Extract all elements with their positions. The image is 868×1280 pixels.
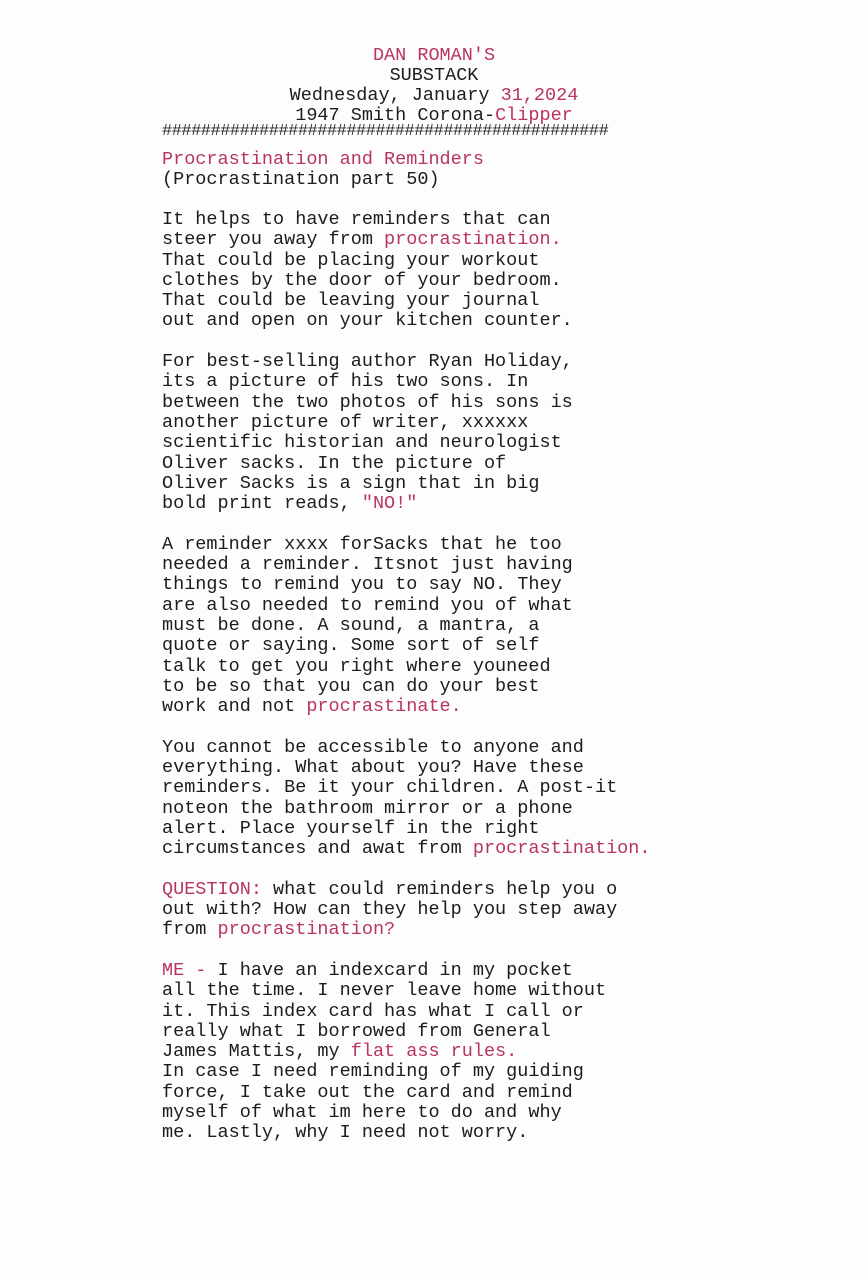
highlighted-text: QUESTION: [162, 878, 274, 900]
highlighted-text: ME - [162, 959, 218, 981]
text-line [162, 819, 722, 839]
body-text-segment: For best-selling author Ryan Holiday, [162, 351, 573, 373]
highlighted-text: flat ass rules. [350, 1041, 518, 1063]
body-text-segment: noteon the bathroom mirror or a phone [162, 797, 573, 819]
text-line [162, 778, 722, 798]
highlighted-text: procrastination. [472, 838, 651, 860]
hash-divider: ############################################## [162, 124, 609, 140]
text-line [162, 636, 722, 656]
text-line [162, 291, 722, 311]
machine-line [0, 106, 868, 126]
text-line [162, 1083, 722, 1103]
author-name: DAN ROMAN'S [372, 45, 496, 66]
body-text-segment: what could reminders help you o [273, 878, 618, 900]
text-line [162, 596, 722, 616]
body-text-segment: out and open on your kitchen counter. [162, 310, 573, 332]
highlighted-text: procrastination. [384, 229, 562, 251]
text-line [162, 1123, 722, 1143]
text-line [162, 697, 722, 717]
body-text-segment: James Mattis, my [162, 1041, 351, 1063]
text-line [162, 616, 722, 636]
body-text-segment: needed a reminder. Itsnot just having [162, 554, 573, 576]
body-text-segment: force, I take out the card and remind [162, 1081, 573, 1103]
text-line [162, 799, 722, 819]
body-text-segment: scientific historian and neurologist [162, 432, 562, 454]
body-text-segment: everything. What about you? Have these [162, 757, 584, 779]
body-text-segment: That could be leaving your journal [162, 290, 540, 312]
text-line [162, 961, 722, 981]
body-text-segment: all the time. I never leave home without [162, 980, 607, 1002]
body-text-segment: really what I borrowed from General [162, 1020, 551, 1042]
text-line [162, 251, 722, 271]
body-text-segment: it. This index card has what I call or [162, 1000, 584, 1022]
body-text-segment: out with? How can they help you step away [162, 899, 618, 921]
body-text-segment: steer you away from [162, 229, 385, 251]
text-line [162, 210, 722, 230]
text-line [162, 555, 722, 575]
body-text-segment: Oliver Sacks is a sign that in big [162, 472, 540, 494]
machine-model: Clipper [495, 105, 573, 126]
paragraph [162, 961, 722, 1144]
text-line [162, 880, 722, 900]
article-body [162, 210, 722, 1144]
date-year: 2024 [533, 85, 579, 106]
paragraph [162, 738, 722, 860]
highlighted-text: procrastination? [217, 919, 396, 941]
body-text-segment: me. Lastly, why I need not worry. [162, 1122, 529, 1144]
text-line [162, 311, 722, 331]
text-line [162, 758, 722, 778]
body-text-segment: alert. Place yourself in the right [162, 817, 540, 839]
article-subtitle: (Procrastination part 50) [162, 169, 440, 191]
text-line [162, 393, 722, 413]
highlighted-text: "NO!" [361, 493, 418, 515]
body-text-segment: Oliver sacks. In the picture of [162, 452, 507, 474]
text-line [162, 1042, 722, 1062]
text-line [162, 1022, 722, 1042]
text-line [162, 535, 722, 555]
body-text-segment: A reminder xxxx forSacks that he too [162, 533, 562, 555]
body-text-segment: I have an indexcard in my pocket [217, 959, 573, 981]
body-text-segment: its a picture of his two sons. In [162, 371, 529, 393]
title-block [162, 150, 722, 191]
article-title: Procrastination and Reminders [162, 149, 484, 170]
text-line [162, 230, 722, 250]
publication-name: SUBSTACK [389, 65, 479, 86]
body-text-segment: reminders. Be it your children. A post-it [162, 777, 618, 799]
body-text-segment: between the two photos of his sons is [162, 391, 573, 413]
body-text-segment: to be so that you can do your best [162, 675, 540, 697]
text-line [162, 1103, 722, 1123]
text-line [162, 575, 722, 595]
body-text-segment: another picture of writer, xxxxxx [162, 411, 529, 433]
text-line [162, 1062, 722, 1082]
text-line [162, 981, 722, 1001]
text-line [162, 738, 722, 758]
text-line [162, 352, 722, 372]
paragraph [162, 535, 722, 718]
text-line [162, 677, 722, 697]
header [0, 46, 868, 126]
body-text-segment: from [162, 919, 218, 941]
paragraph [162, 352, 722, 514]
body-text-segment: It helps to have reminders that can [162, 209, 551, 230]
text-line [162, 454, 722, 474]
body-text-segment: In case I need reminding of my guiding [162, 1061, 584, 1083]
text-line [162, 494, 722, 514]
body-text-segment: myself of what im here to do and why [162, 1102, 562, 1124]
body-text-segment: are also needed to remind you of what [162, 594, 573, 616]
paragraph [162, 210, 722, 332]
text-line [162, 433, 722, 453]
body-text-segment: clothes by the door of your bedroom. [162, 269, 562, 291]
date-line [0, 86, 868, 106]
date-prefix: Wednesday, January [289, 85, 501, 106]
highlighted-text: procrastinate. [306, 696, 462, 718]
text-line [162, 900, 722, 920]
date-day: 31, [500, 85, 534, 106]
text-line [162, 372, 722, 392]
body-text-segment: You cannot be accessible to anyone and [162, 736, 584, 758]
body-text-segment: work and not [162, 696, 307, 718]
text-line [162, 839, 722, 859]
body-text-segment: talk to get you right where youneed [162, 655, 551, 677]
body-text-segment: That could be placing your workout [162, 249, 540, 271]
body-text-segment: quote or saying. Some sort of self [162, 635, 540, 657]
text-line [162, 474, 722, 494]
text-line [162, 920, 722, 940]
body-text-segment: things to remind you to say NO. They [162, 574, 562, 596]
body-text-segment: circumstances and awat from [162, 838, 473, 860]
body-text-segment: must be done. A sound, a mantra, a [162, 614, 540, 636]
text-line [162, 657, 722, 677]
machine-prefix: 1947 Smith Corona- [295, 105, 496, 126]
text-line [162, 271, 722, 291]
paragraph [162, 880, 722, 941]
text-line [162, 413, 722, 433]
text-line [162, 1002, 722, 1022]
body-text-segment: bold print reads, [162, 493, 362, 515]
